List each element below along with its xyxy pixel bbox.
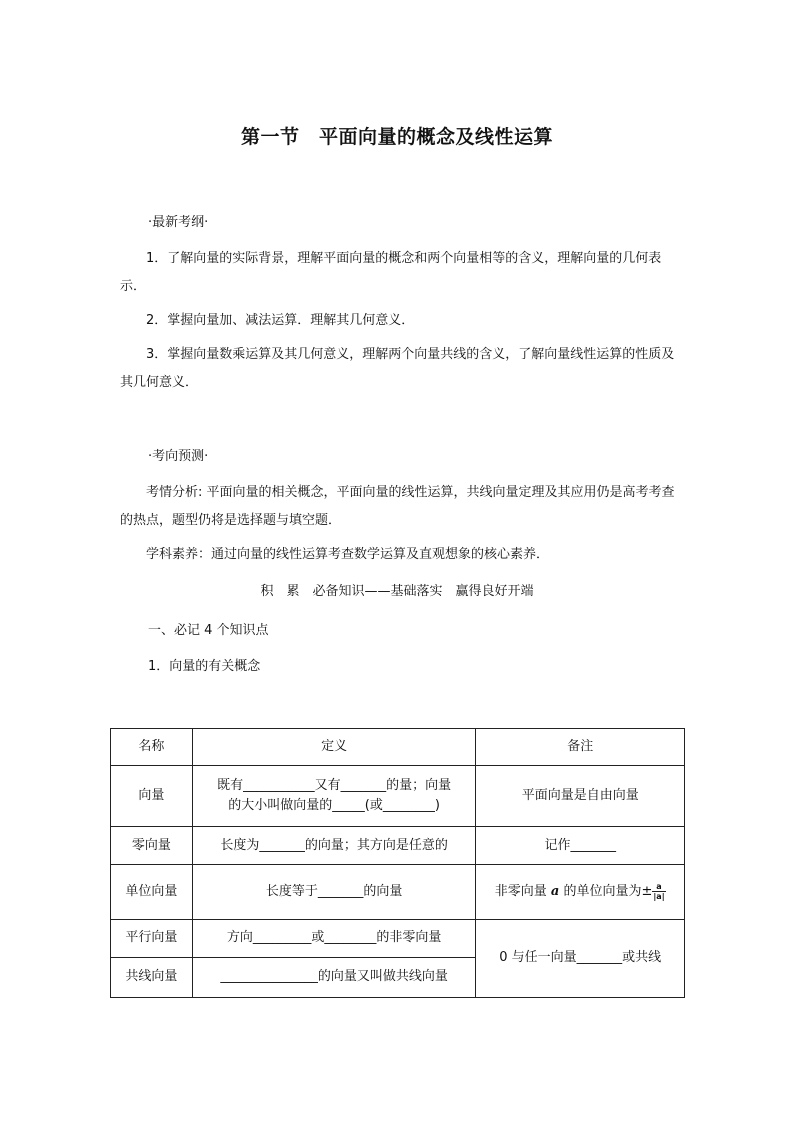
kaogang-item-3: 3．掌握向量数乘运算及其几何意义，理解两个向量共线的含义，了解向量线性运算的性质及其几何意义． <box>120 347 675 390</box>
row-definition: 方向_________或________的非零向量 <box>192 919 476 957</box>
concepts-table <box>110 728 685 998</box>
row-definition: 长度为_______的向量；其方向是任意的 <box>192 827 476 865</box>
definition-line: 既有___________又有_______的量；向量 <box>217 778 452 794</box>
definition-line: 的大小叫做向量的_____(或________) <box>228 798 440 814</box>
fraction-denominator: |a| <box>653 892 665 902</box>
row-definition: 长度等于_______的向量 <box>192 865 476 919</box>
kaogang-item-1: 1．了解向量的实际背景，理解平面向量的概念和两个向量相等的含义，理解向量的几何表示． <box>120 251 662 294</box>
table-row <box>111 865 685 919</box>
row-note <box>476 865 685 919</box>
row-name: 单位向量 <box>111 865 193 919</box>
kaogang-heading: ·最新考纲· <box>148 215 209 230</box>
note-prefix: 非零向量 <box>494 884 551 900</box>
kaogang-item-2: 2．掌握向量加、减法运算．理解其几何意义． <box>146 313 415 328</box>
fraction-numerator: a <box>652 882 665 892</box>
unit-vector-fraction <box>652 882 665 901</box>
row-name: 向量 <box>111 766 193 827</box>
page-title: 第一节 平面向量的概念及线性运算 <box>240 126 553 148</box>
table-row <box>111 766 685 827</box>
yuce-heading: ·考向预测· <box>148 449 209 464</box>
part-heading: 一、必记 4 个知识点 <box>148 623 269 638</box>
note-suffix: 的单位向量为± <box>559 884 653 900</box>
section-banner: 积 累 必备知识——基础落实 赢得良好开端 <box>260 584 534 599</box>
sub-heading: 1．向量的有关概念 <box>148 659 261 674</box>
row-definition <box>192 766 476 827</box>
row-name: 共线向量 <box>111 957 193 997</box>
yuce-literacy: 学科素养：通过向量的线性运算考查数学运算及直观想象的核心素养． <box>146 547 550 562</box>
header-definition: 定义 <box>192 729 476 766</box>
table-header-row <box>111 729 685 766</box>
header-name: 名称 <box>111 729 193 766</box>
table-row <box>111 919 685 957</box>
row-note: 平面向量是自由向量 <box>476 766 685 827</box>
row-name: 零向量 <box>111 827 193 865</box>
row-name: 平行向量 <box>111 919 193 957</box>
shared-note: 0 与任一向量_______或共线 <box>476 919 685 997</box>
row-definition: _______________的向量又叫做共线向量 <box>192 957 476 997</box>
header-note: 备注 <box>476 729 685 766</box>
row-note: 记作_______ <box>476 827 685 865</box>
yuce-analysis: 考情分析: 平面向量的相关概念，平面向量的线性运算，共线向量定理及其应用仍是高考考查的热点，题型仍将是选择题与填空题． <box>120 485 675 528</box>
table-row <box>111 827 685 865</box>
vector-variable: a <box>550 884 560 900</box>
